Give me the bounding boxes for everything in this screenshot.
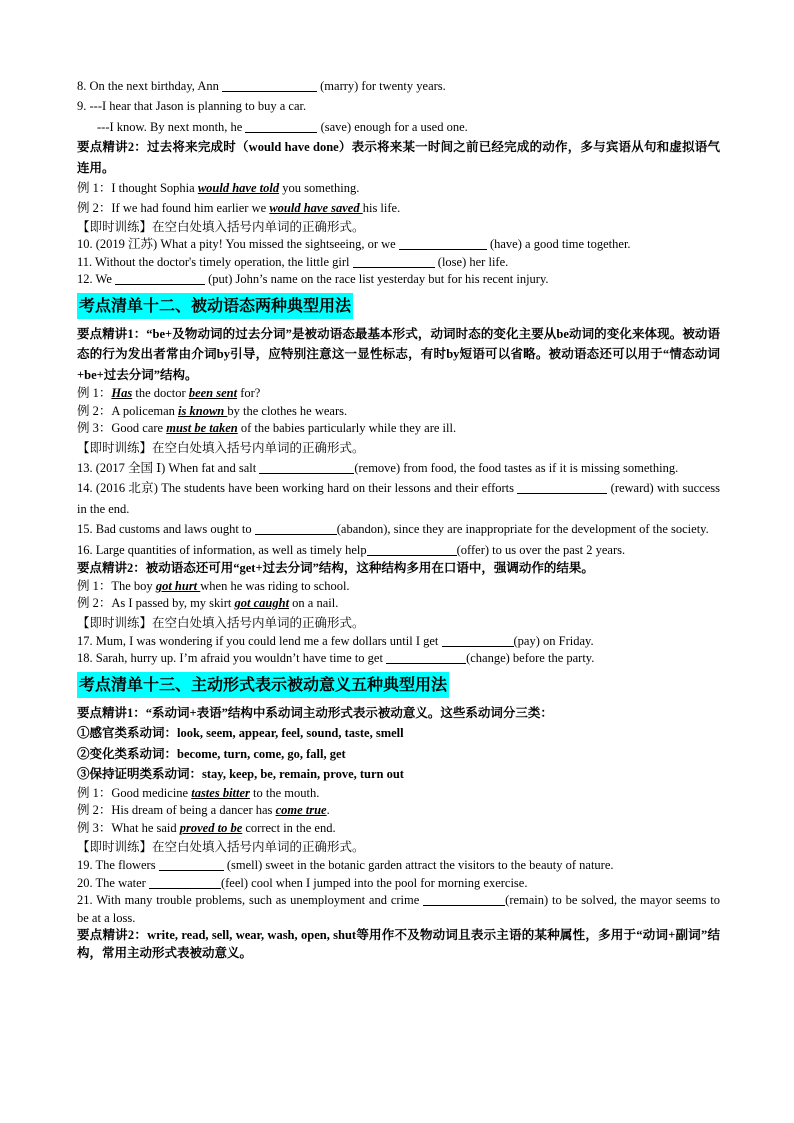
- answer-blank[interactable]: [255, 521, 337, 535]
- practice-instruction: 【即时训练】在空白处填入括号内单词的正确形式。: [77, 615, 365, 630]
- key-point-note: 要点精讲2：被动语态还可用“get+过去分词”结构，这种结构多用在口语中，强调动作的结果。: [77, 561, 594, 575]
- example-answer: been sent: [188, 386, 238, 401]
- example-answer: proved to be: [179, 820, 243, 835]
- example-answer: got hurt: [155, 578, 201, 593]
- answer-blank[interactable]: [222, 78, 317, 92]
- example-1: 例 1：Has the doctor been sent for?: [77, 386, 261, 401]
- key-point-note: 要点精讲2：write, read, sell, wear, wash, open, shut等用作不及物动词且表示主语的某种属性，多用于“动词+副词”结构，常用主动形式表被动意义。: [77, 928, 720, 960]
- answer-blank[interactable]: [399, 236, 487, 250]
- example-answer: would have told: [197, 181, 280, 196]
- question-21: 21. With many trouble problems, such as unemployment and crime (remain) to be solved, the mayor seems to be at a loss.: [77, 893, 720, 925]
- question-13: 13. (2017 全国 Ⅰ) When fat and salt (remove) from food, the food tastes as if it is missing something.: [77, 460, 679, 475]
- question-19: 19. The flowers (smell) sweet in the botanic garden attract the visitors to the beauty of nature.: [77, 858, 614, 873]
- example-answer: Has: [111, 386, 133, 401]
- answer-blank[interactable]: [115, 271, 205, 285]
- answer-blank[interactable]: [149, 875, 221, 889]
- practice-instruction: 【即时训练】在空白处填入括号内单词的正确形式。: [77, 440, 365, 455]
- verb-category-3: ③保持证明类系动词：stay, keep, be, remain, prove, turn out: [77, 767, 404, 782]
- question-18: 18. Sarah, hurry up. I’m afraid you wouldn’t have time to get (change) before the party.: [77, 651, 595, 666]
- key-point-note: 要点精讲1：“be+及物动词的过去分词”是被动语态最基本形式，动词时态的变化主要从be动词的变化来体现。被动语态的行为发出者常由介词by引导，应特别注意这一显性标志，有时by短语可以省略。被动语态还可以用于“情态动词+be+过去分词”结构。: [77, 326, 720, 382]
- key-point-note: 要点精讲2：过去将来完成时（would have done）表示将来某一时间之前已经完成的动作，多与宾语从句和虚拟语气连用。: [77, 140, 720, 175]
- answer-blank[interactable]: [423, 892, 505, 906]
- answer-blank[interactable]: [353, 254, 435, 268]
- answer-blank[interactable]: [517, 480, 607, 494]
- answer-blank[interactable]: [386, 650, 466, 664]
- section-heading: 考点清单十二、被动语态两种典型用法: [77, 293, 353, 319]
- question-10: 10. (2019 江苏) What a pity! You missed the sightseeing, or we (have) a good time together.: [77, 237, 631, 252]
- example-answer: must be taken: [166, 421, 238, 436]
- answer-blank[interactable]: [367, 542, 457, 556]
- example-2: 例 2：As I passed by, my skirt got caught on a nail.: [77, 596, 339, 610]
- question-11: 11. Without the doctor's timely operation, the little girl (lose) her life.: [77, 254, 509, 269]
- example-3: 例 3：What he said proved to be correct in the end.: [77, 820, 336, 835]
- example-answer: got caught: [234, 596, 290, 610]
- example-answer: tastes bitter: [191, 785, 250, 800]
- question-8: 8. On the next birthday, Ann (marry) for twenty years.: [77, 79, 446, 93]
- question-16: 16. Large quantities of information, as well as timely help (offer) to us over the past 2 years.: [77, 542, 626, 557]
- question-17: 17. Mum, I was wondering if you could lend me a few dollars until I get (pay) on Friday.: [77, 633, 594, 648]
- answer-blank[interactable]: [245, 119, 317, 133]
- example-2: 例 2：His dream of being a dancer has come true.: [77, 803, 330, 818]
- practice-instruction: 【即时训练】在空白处填入括号内单词的正确形式。: [77, 840, 365, 855]
- answer-blank[interactable]: [259, 460, 354, 474]
- question-15: 15. Bad customs and laws ought to (abandon), since they are inappropriate for the development of the society.: [77, 522, 709, 537]
- practice-instruction: 【即时训练】在空白处填入括号内单词的正确形式。: [77, 219, 365, 234]
- example-3: 例 3：Good care must be taken of the babies particularly while they are ill.: [77, 421, 457, 436]
- question-20: 20. The water (feel) cool when I jumped into the pool for morning exercise.: [77, 875, 528, 890]
- section-heading: 考点清单十三、主动形式表示被动意义五种典型用法: [77, 672, 449, 698]
- question-9-line-2: ---I know. By next month, he (save) enough for a used one.: [97, 119, 468, 134]
- example-1: 例 1：Good medicine tastes bitter to the mouth.: [77, 785, 320, 800]
- question-12: 12. We (put) John’s name on the race list yesterday but for his recent injury.: [77, 272, 549, 287]
- example-2: 例 2：A policeman is known by the clothes he wears.: [77, 403, 348, 418]
- question-14: 14. (2016 北京) The students have been working hard on their lessons and their efforts (reward) with success in the end.: [77, 481, 721, 516]
- example-answer: is known: [178, 403, 228, 418]
- key-point-note: 要点精讲1：“系动词+表语”结构中系动词主动形式表示被动意义。这些系动词分三类：: [77, 705, 553, 720]
- example-1: 例 1：I thought Sophia would have told you something.: [77, 181, 360, 196]
- question-9-line-1: 9. ---I hear that Jason is planning to buy a car.: [77, 99, 307, 114]
- answer-blank[interactable]: [159, 857, 224, 871]
- verb-category-2: ②变化类系动词：become, turn, come, go, fall, get: [77, 746, 346, 761]
- example-2: 例 2：If we had found him earlier we would have saved his life.: [77, 201, 401, 216]
- answer-blank[interactable]: [442, 633, 514, 647]
- document-page: [77, 76, 720, 962]
- example-1: 例 1：The boy got hurt when he was riding to school.: [77, 578, 350, 593]
- example-answer: come true: [275, 803, 327, 818]
- example-answer: would have saved: [269, 201, 363, 216]
- verb-category-1: ①感官类系动词：look, seem, appear, feel, sound, taste, smell: [77, 726, 404, 741]
